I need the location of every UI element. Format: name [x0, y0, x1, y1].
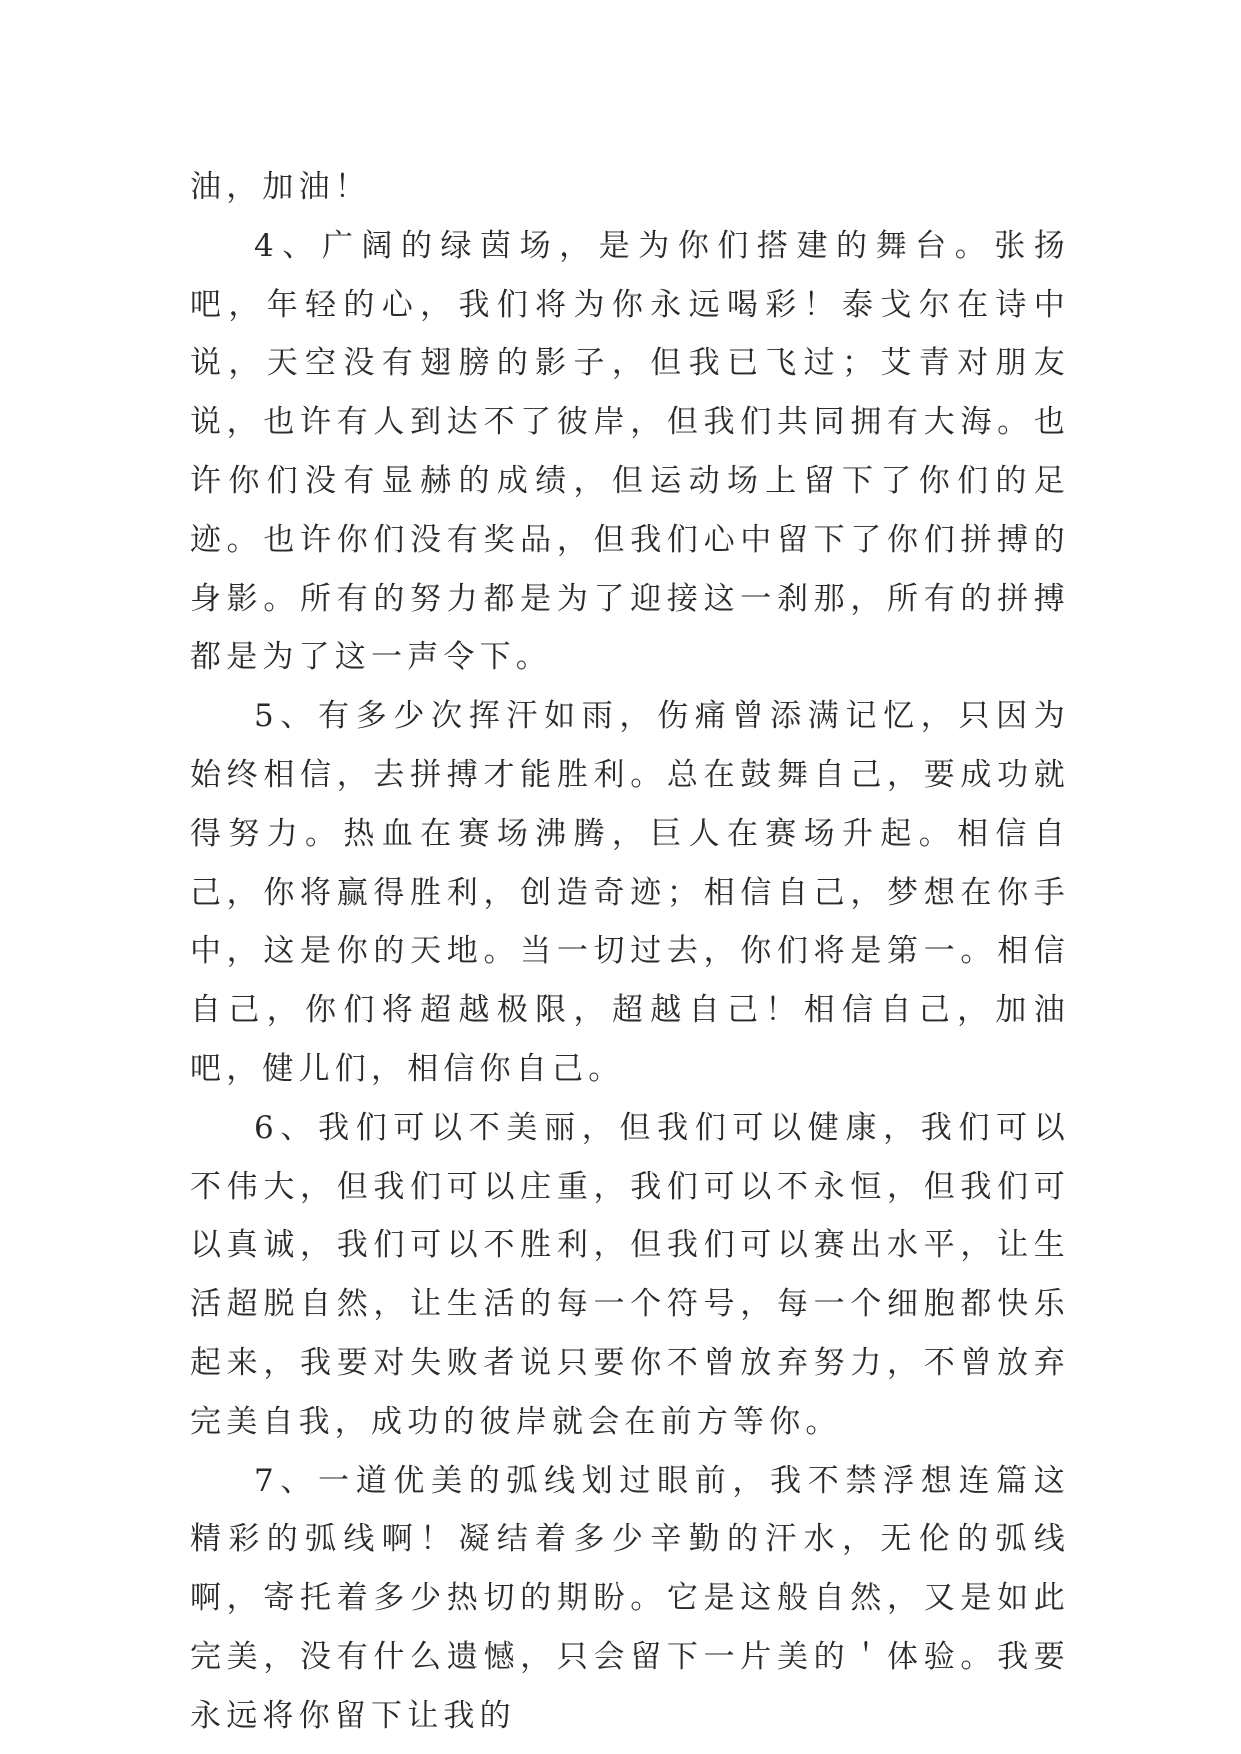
paragraph-item-5: 5、有多少次挥汗如雨，伤痛曾添满记忆，只因为始终相信，去拼搏才能胜利。总在鼓舞自己，要成功就得努力。热血在赛场沸腾，巨人在赛场升起。相信自己，你将赢得胜利，创造奇迹；相信自己，梦想在你手中，这是你的天地。当一切过去，你们将是第一。相信自己，你们将超越极限，超越自己！相信自己，加油吧，健儿们，相信你自己。	[190, 698, 1070, 1087]
paragraph-item-6: 6、我们可以不美丽，但我们可以健康，我们可以不伟大，但我们可以庄重，我们可以不永恒，但我们可以真诚，我们可以不胜利，但我们可以赛出水平，让生活超脱自然，让生活的每一个符号，每一个细胞都快乐起来，我要对失败者说只要你不曾放弃努力，不曾放弃完美自我，成功的彼岸就会在前方等你。	[190, 1109, 1070, 1440]
paragraph-item-7: 7、一道优美的弧线划过眼前，我不禁浮想连篇这精彩的弧线啊！凝结着多少辛勤的汗水，无伦的弧线啊，寄托着多少热切的期盼。它是这般自然，又是如此完美，没有什么遗憾，只会留下一片美的＇体验。我要永远将你留下让我的	[190, 1462, 1070, 1734]
document-body	[190, 158, 1070, 1746]
paragraph-continuation: 油，加油！	[190, 169, 371, 205]
paragraph-item-4: 4、广阔的绿茵场，是为你们搭建的舞台。张扬吧，年轻的心，我们将为你永远喝彩！泰戈尔在诗中说，天空没有翅膀的影子，但我已飞过；艾青对朋友说，也许有人到达不了彼岸，但我们共同拥有大海。也许你们没有显赫的成绩，但运动场上留下了你们的足迹。也许你们没有奖品，但我们心中留下了你们拼搏的身影。所有的努力都是为了迎接这一刹那，所有的拼搏都是为了这一声令下。	[190, 227, 1070, 676]
